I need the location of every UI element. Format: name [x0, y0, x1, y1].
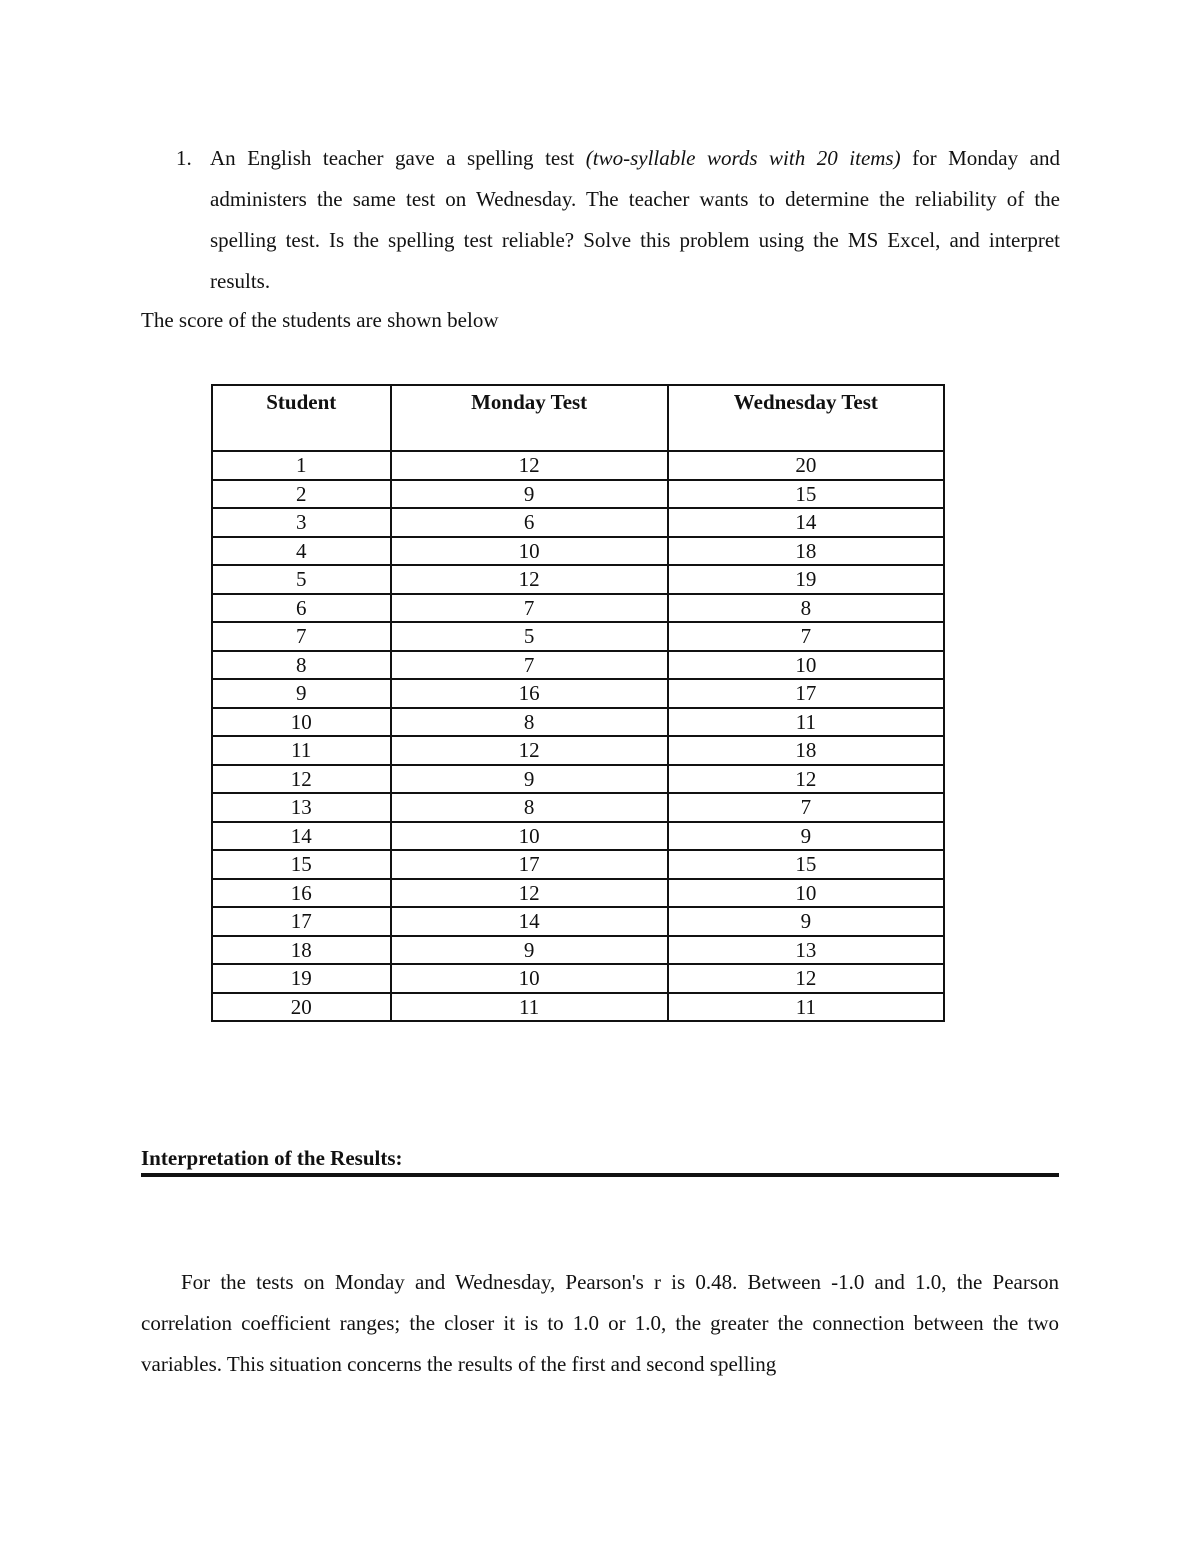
cell-monday-score: 11	[391, 993, 668, 1022]
table-row	[212, 793, 944, 822]
problem-text	[210, 138, 1060, 302]
problem-text-italic: (two-syllable words with 20 items)	[585, 146, 901, 170]
table-row	[212, 508, 944, 537]
cell-student: 1	[212, 451, 391, 480]
scores-table	[211, 384, 945, 1022]
cell-wednesday-score: 15	[668, 480, 944, 509]
cell-wednesday-score: 13	[668, 936, 944, 965]
cell-student: 16	[212, 879, 391, 908]
cell-student: 15	[212, 850, 391, 879]
cell-student: 18	[212, 936, 391, 965]
table-row	[212, 907, 944, 936]
cell-wednesday-score: 10	[668, 651, 944, 680]
problem-statement	[176, 138, 1060, 302]
cell-wednesday-score: 7	[668, 793, 944, 822]
table-header-row	[212, 385, 944, 451]
cell-student: 20	[212, 993, 391, 1022]
cell-student: 6	[212, 594, 391, 623]
cell-wednesday-score: 19	[668, 565, 944, 594]
table-row	[212, 651, 944, 680]
table-row	[212, 993, 944, 1022]
cell-wednesday-score: 17	[668, 679, 944, 708]
table-row	[212, 679, 944, 708]
cell-student: 17	[212, 907, 391, 936]
cell-wednesday-score: 7	[668, 622, 944, 651]
table-row	[212, 480, 944, 509]
cell-student: 11	[212, 736, 391, 765]
table-body	[212, 451, 944, 1021]
cell-student: 3	[212, 508, 391, 537]
cell-monday-score: 8	[391, 708, 668, 737]
table-row	[212, 822, 944, 851]
table-row	[212, 850, 944, 879]
cell-student: 19	[212, 964, 391, 993]
cell-monday-score: 9	[391, 480, 668, 509]
cell-monday-score: 16	[391, 679, 668, 708]
problem-number: 1.	[176, 146, 192, 170]
cell-monday-score: 12	[391, 736, 668, 765]
cell-wednesday-score: 20	[668, 451, 944, 480]
cell-student: 13	[212, 793, 391, 822]
table-row	[212, 708, 944, 737]
cell-wednesday-score: 9	[668, 907, 944, 936]
cell-wednesday-score: 9	[668, 822, 944, 851]
problem-text-rest: for Monday and administers the same test on Wednesday. The teacher wants to determine the reliability of the spelling test. Is the spelling test reliable? Solve this problem using the MS Excel, and interpret results.	[210, 146, 1060, 293]
cell-wednesday-score: 11	[668, 993, 944, 1022]
header-monday-test: Monday Test	[391, 385, 668, 451]
cell-monday-score: 12	[391, 879, 668, 908]
cell-student: 8	[212, 651, 391, 680]
cell-monday-score: 14	[391, 907, 668, 936]
cell-monday-score: 10	[391, 964, 668, 993]
table-row	[212, 451, 944, 480]
table-row	[212, 622, 944, 651]
cell-student: 14	[212, 822, 391, 851]
cell-student: 4	[212, 537, 391, 566]
header-wednesday-test: Wednesday Test	[668, 385, 944, 451]
table-row	[212, 594, 944, 623]
cell-student: 9	[212, 679, 391, 708]
cell-monday-score: 10	[391, 822, 668, 851]
cell-student: 2	[212, 480, 391, 509]
cell-monday-score: 7	[391, 651, 668, 680]
cell-wednesday-score: 14	[668, 508, 944, 537]
table-row	[212, 565, 944, 594]
cell-monday-score: 7	[391, 594, 668, 623]
interpretation-heading: Interpretation of the Results:	[141, 1145, 1059, 1177]
header-student: Student	[212, 385, 391, 451]
cell-monday-score: 10	[391, 537, 668, 566]
table-row	[212, 537, 944, 566]
cell-monday-score: 12	[391, 565, 668, 594]
cell-wednesday-score: 15	[668, 850, 944, 879]
cell-monday-score: 9	[391, 765, 668, 794]
cell-monday-score: 17	[391, 850, 668, 879]
cell-student: 12	[212, 765, 391, 794]
table-row	[212, 964, 944, 993]
cell-wednesday-score: 11	[668, 708, 944, 737]
cell-student: 7	[212, 622, 391, 651]
cell-monday-score: 6	[391, 508, 668, 537]
cell-wednesday-score: 18	[668, 537, 944, 566]
cell-monday-score: 12	[391, 451, 668, 480]
table-row	[212, 879, 944, 908]
problem-text-lead: An English teacher gave a spelling test	[210, 146, 586, 170]
cell-wednesday-score: 8	[668, 594, 944, 623]
cell-student: 5	[212, 565, 391, 594]
table-row	[212, 765, 944, 794]
interpretation-body: For the tests on Monday and Wednesday, Pearson's r is 0.48. Between -1.0 and 1.0, the Pearson correlation coefficient ranges; the closer it is to 1.0 or 1.0, the greater the connection between the two variables. This situation concerns the results of the first and second spelling	[141, 1270, 1059, 1376]
table-intro: The score of the students are shown below	[141, 308, 499, 332]
cell-wednesday-score: 10	[668, 879, 944, 908]
cell-monday-score: 9	[391, 936, 668, 965]
cell-wednesday-score: 18	[668, 736, 944, 765]
cell-student: 10	[212, 708, 391, 737]
cell-monday-score: 8	[391, 793, 668, 822]
table-row	[212, 936, 944, 965]
cell-wednesday-score: 12	[668, 765, 944, 794]
table-row	[212, 736, 944, 765]
cell-monday-score: 5	[391, 622, 668, 651]
cell-wednesday-score: 12	[668, 964, 944, 993]
